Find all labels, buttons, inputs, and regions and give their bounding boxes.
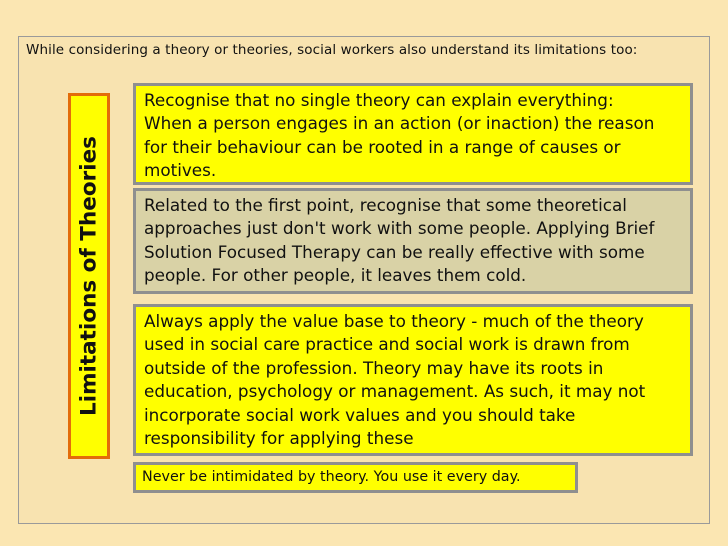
point-box-2 — [133, 188, 693, 294]
side-title-panel — [68, 93, 110, 459]
point-line: education, psychology or management. As such, it may not — [144, 381, 646, 402]
intro-text: While considering a theory or theories, social workers also understand its limitations too: — [26, 42, 638, 58]
point-line: outside of the profession. Theory may have its roots in — [144, 357, 604, 378]
point-line: people. For other people, it leaves them cold. — [144, 265, 527, 286]
point-box-1 — [133, 83, 693, 185]
point-line: motives. — [144, 160, 217, 181]
point-line: incorporate social work values and you should take — [144, 404, 576, 425]
point-box-3 — [133, 304, 693, 456]
point-line: When a person engages in an action (or inaction) the reason — [144, 113, 655, 134]
point-line: Never be intimidated by theory. You use it every day. — [142, 469, 521, 485]
point-line: Always apply the value base to theory - much of the theory — [144, 311, 644, 331]
point-line: Solution Focused Therapy can be really effective with some — [144, 241, 645, 262]
point-line: Related to the first point, recognise that some theoretical — [144, 195, 627, 215]
point-line: approaches just don't work with some people. Applying Brief — [144, 218, 655, 239]
point-line: Recognise that no single theory can explain everything: — [144, 90, 614, 110]
point-line: for their behaviour can be rooted in a range of causes or — [144, 136, 621, 157]
side-title: Limitations of Theories — [76, 136, 102, 416]
point-line: responsibility for applying these — [144, 428, 414, 449]
point-line: used in social care practice and social work is drawn from — [144, 334, 630, 355]
point-box-4 — [133, 462, 578, 493]
